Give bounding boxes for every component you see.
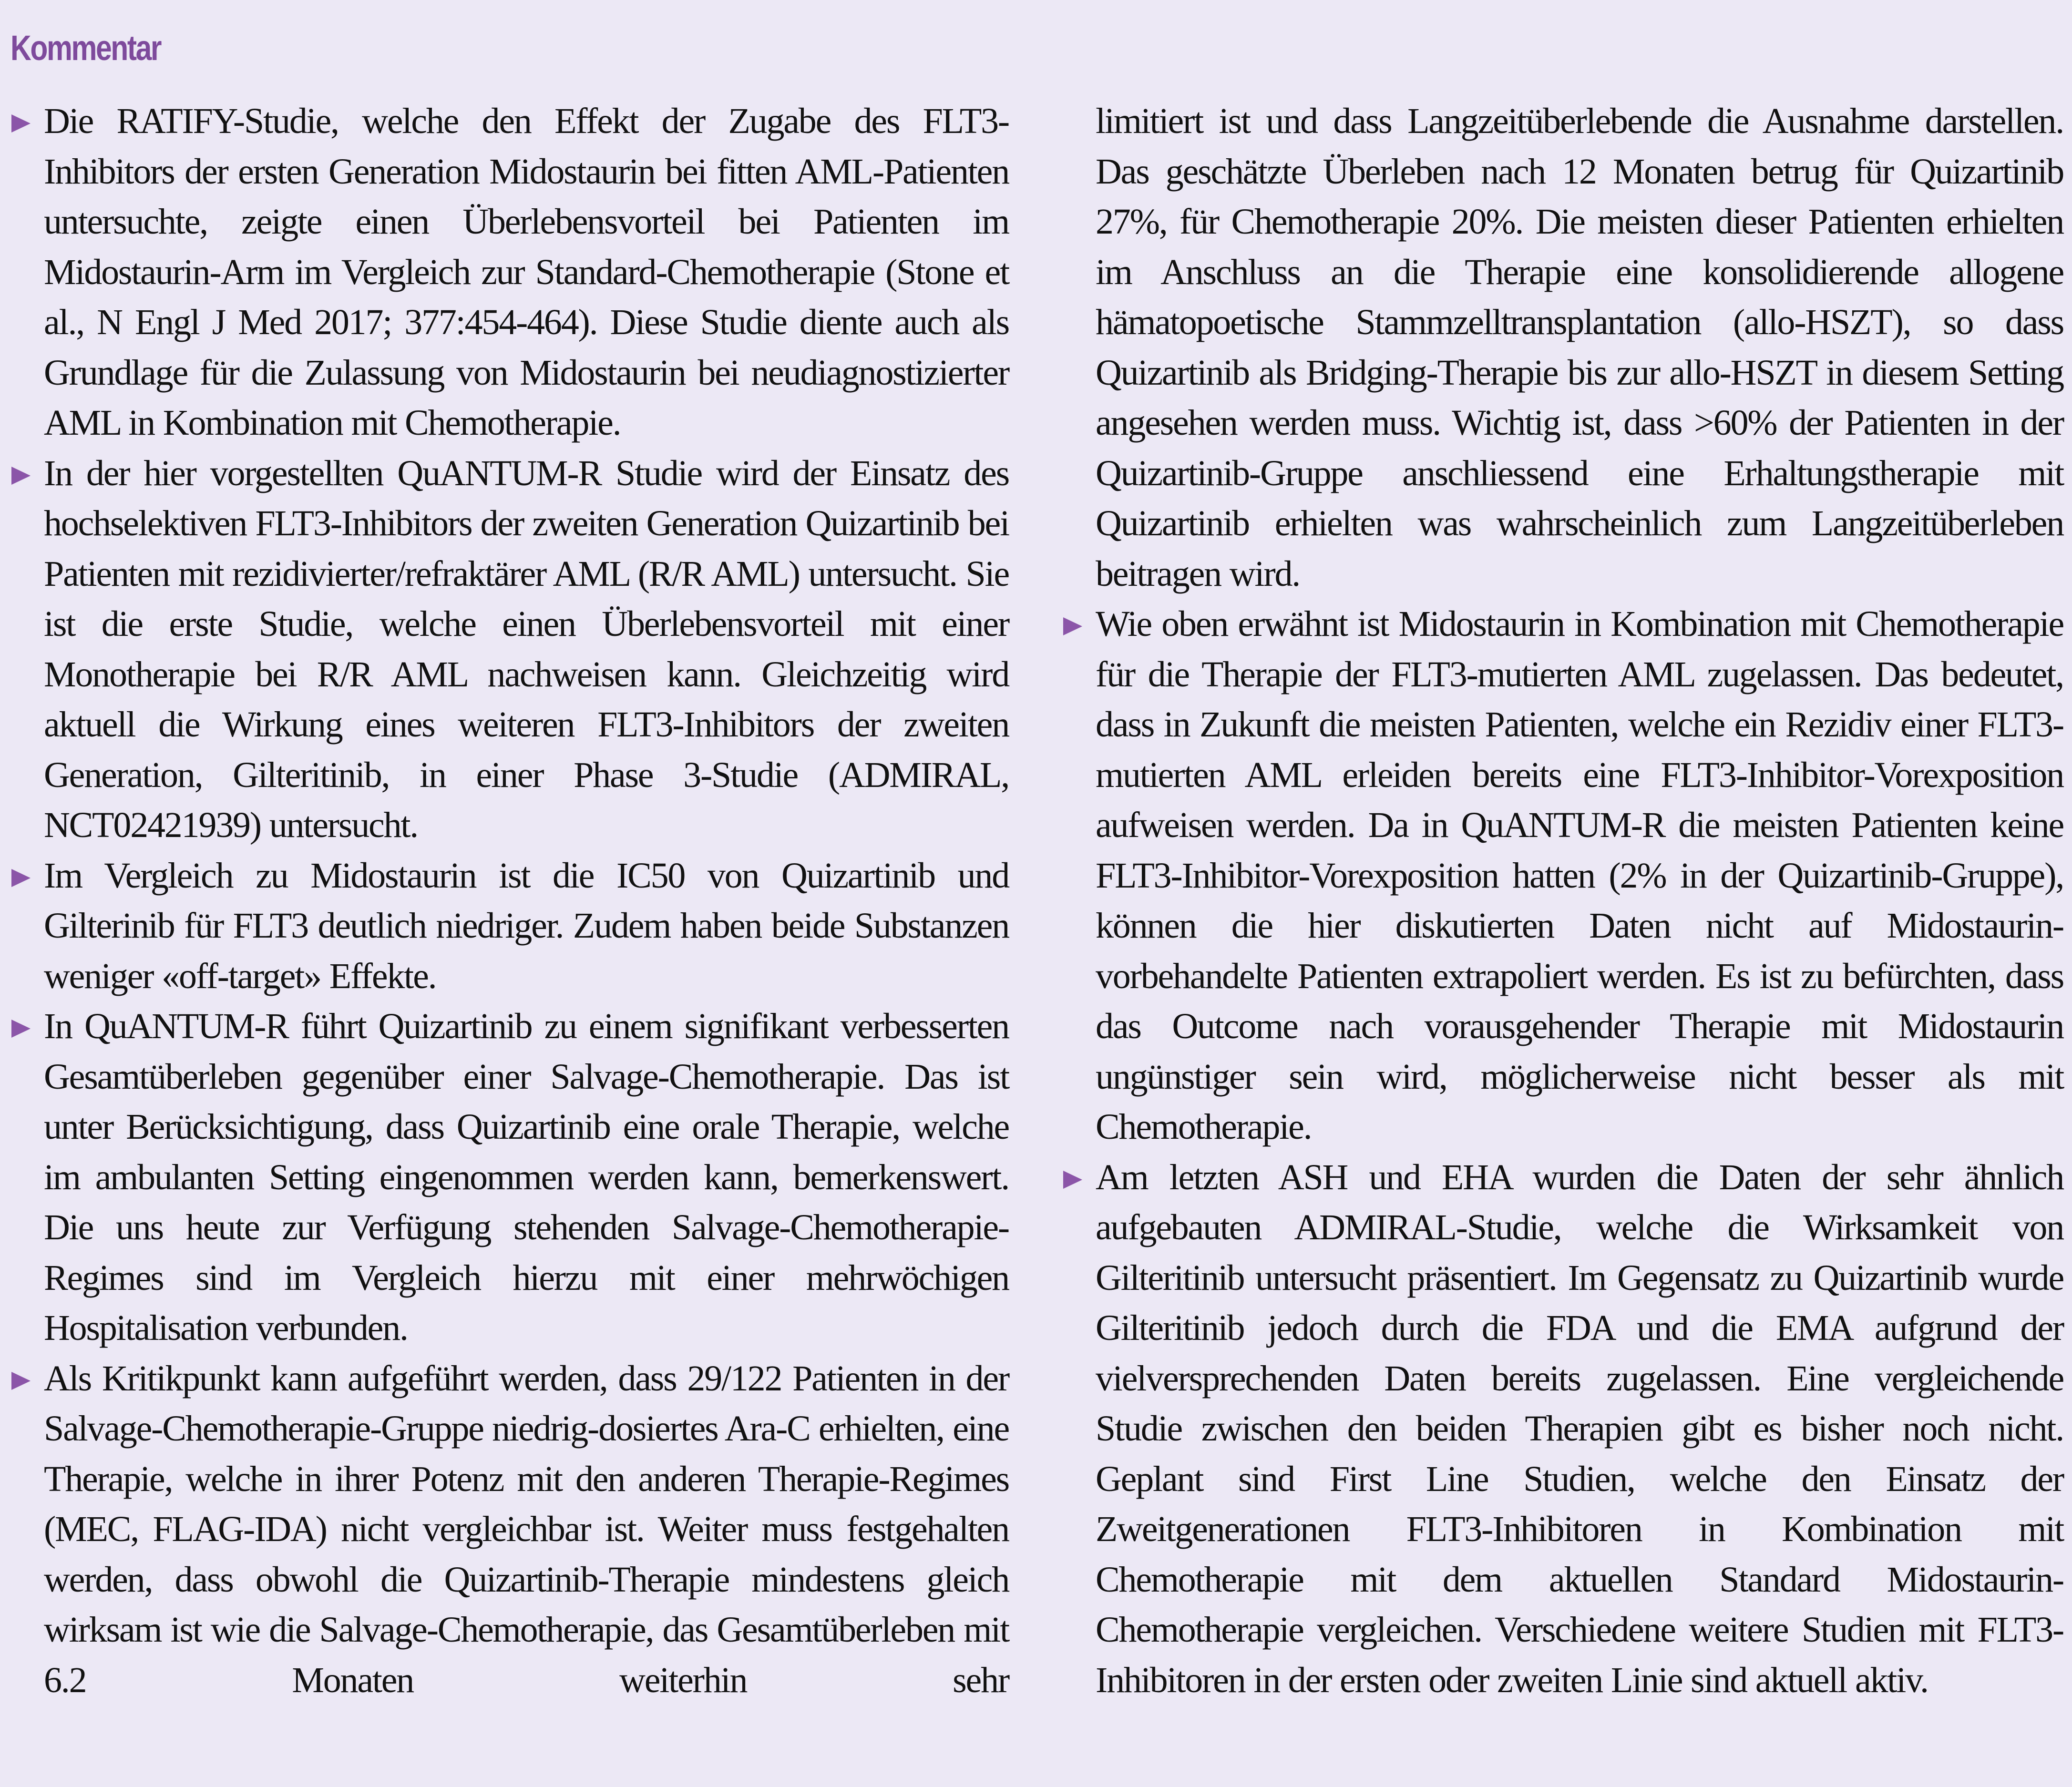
right-column bbox=[1062, 96, 2063, 1705]
bullet-item bbox=[10, 1354, 1009, 1706]
paragraph-text: limitiert ist und dass Langzeitüberlebende die Ausnahme darstellen. Das geschätzte Überleben nach 12 Monaten betrug für Quizartinib 27%, für Chemotherapie 20%. Die meisten dieser Patienten erhielten im Anschluss an die Therapie eine konsolidierende allogene hämatopoetische Stammzelltransplantation (allo-HSZT), so dass Quizartinib als Bridging-Therapie bis zur allo-HSZT in diesem Setting angesehen werden muss. Wichtig ist, dass >60% der Patienten in der Quizartinib-Gruppe anschliessend eine Erhaltungstherapie mit Quizartinib erhielten was wahrscheinlich zum Langzeitüberleben beitragen wird. bbox=[1096, 101, 2063, 594]
bullet-text: In der hier vorgestellten QuANTUM-R Studie wird der Einsatz des hochselektiven FLT3-Inhibitors der zweiten Generation Quizartinib bei Patienten mit rezidivierter/refraktärer AML (R/R AML) untersucht. Sie ist die erste Studie, welche einen Überlebensvorteil mit einer Monotherapie bei R/R AML nachweisen kann. Gleichzeitig wird aktuell die Wirkung eines weiteren FLT3-Inhibitors der zweiten Generation, Gilteritinib, in einer Phase 3-Studie (ADMIRAL, NCT02421939) untersucht. bbox=[44, 453, 1009, 845]
triangle-bullet-icon bbox=[11, 1372, 31, 1390]
bullet-text: Am letzten ASH und EHA wurden die Daten der sehr ähnlich aufgebauten ADMIRAL-Studie, welche die Wirksamkeit von Gilteritinib untersucht präsentiert. Im Gegensatz zu Quizartinib wurde Gilteritinib jedoch durch die FDA und die EMA aufgrund der vielversprechenden Daten bereits zugelassen. Eine vergleichende Studie zwischen den beiden Therapien gibt es bisher noch nicht. Geplant sind First Line Studien, welche den Einsatz der Zweitgenerationen FLT3-Inhibitoren in Kombination mit Chemotherapie mit dem aktuellen Standard Midostaurin-Chemotherapie vergleichen. Verschiedene weitere Studien mit FLT3-Inhibitoren in der ersten oder zweiten Linie sind aktuell aktiv. bbox=[1096, 1157, 2063, 1700]
triangle-bullet-icon bbox=[1063, 617, 1082, 635]
bullet-item bbox=[10, 1001, 1009, 1354]
section-title: Kommentar bbox=[10, 28, 161, 68]
bullet-text: Wie oben erwähnt ist Midostaurin in Kombination mit Chemotherapie für die Therapie der FLT3-mutierten AML zugelassen. Das bedeutet, dass in Zukunft die meisten Patienten, welche ein Rezidiv einer FLT3-mutierten AML erleiden bereits eine FLT3-Inhibitor-Vorexposition aufweisen werden. Da in QuANTUM-R die meisten Patienten keine FLT3-Inhibitor-Vorexposition hatten (2% in der Quizartinib-Gruppe), können die hier diskutierten Daten nicht auf Midostaurin-vorbehandelte Patienten extrapoliert werden. Es ist zu befürchten, dass das Outcome nach vorausgehender Therapie mit Midostaurin ungünstiger sein wird, möglicherweise nicht besser als mit Chemotherapie. bbox=[1096, 604, 2063, 1147]
bullet-text: In QuANTUM-R führt Quizartinib zu einem signifikant verbesserten Gesamtüberleben gegenüber einer Salvage-Chemotherapie. Das ist unter Berücksichtigung, dass Quizartinib eine orale Therapie, welche im ambulanten Setting eingenommen werden kann, bemerkenswert. Die uns heute zur Verfügung stehenden Salvage-Chemotherapie-Regimes sind im Vergleich hierzu mit einer mehrwöchigen Hospitalisation verbunden. bbox=[44, 1006, 1009, 1348]
bullet-text: Im Vergleich zu Midostaurin ist die IC50 von Quizartinib und Gilterinib für FLT3 deutlich niedriger. Zudem haben beide Substanzen weniger «off-target» Effekte. bbox=[44, 855, 1009, 996]
bullet-item bbox=[1062, 1153, 2063, 1706]
bullet-item bbox=[10, 851, 1009, 1002]
bullet-text: Als Kritikpunkt kann aufgeführt werden, dass 29/122 Patienten in der Salvage-Chemotherapie-Gruppe niedrig-dosiertes Ara-C erhielten, eine Therapie, welche in ihrer Potenz mit den anderen Therapie-Regimes (MEC, FLAG-IDA) nicht vergleichbar ist. Weiter muss festgehalten werden, dass obwohl die Quizartinib-Therapie mindestens gleich wirksam ist wie die Salvage-Chemotherapie, das Gesamtüberleben mit 6.2 Monaten weiterhin sehr bbox=[44, 1358, 1009, 1700]
left-column bbox=[10, 96, 1009, 1705]
triangle-bullet-icon bbox=[1063, 1171, 1082, 1189]
triangle-bullet-icon bbox=[11, 869, 31, 887]
continued-paragraph bbox=[1062, 96, 2063, 599]
bullet-item bbox=[10, 96, 1009, 449]
triangle-bullet-icon bbox=[11, 114, 31, 133]
triangle-bullet-icon bbox=[11, 467, 31, 485]
bullet-item bbox=[10, 449, 1009, 851]
triangle-bullet-icon bbox=[11, 1020, 31, 1038]
bullet-text: Die RATIFY-Studie, welche den Effekt der Zugabe des FLT3-Inhibitors der ersten Generation Midostaurin bei fitten AML-Patienten untersuchte, zeigte einen Überlebensvorteil bei Patienten im Midostaurin-Arm im Vergleich zur Standard-Chemotherapie (Stone et al., N Engl J Med 2017; 377:454-464). Diese Studie diente auch als Grundlage für die Zulassung von Midostaurin bei neudiagnostizierter AML in Kombination mit Chemotherapie. bbox=[44, 101, 1009, 443]
bullet-item bbox=[1062, 599, 2063, 1153]
